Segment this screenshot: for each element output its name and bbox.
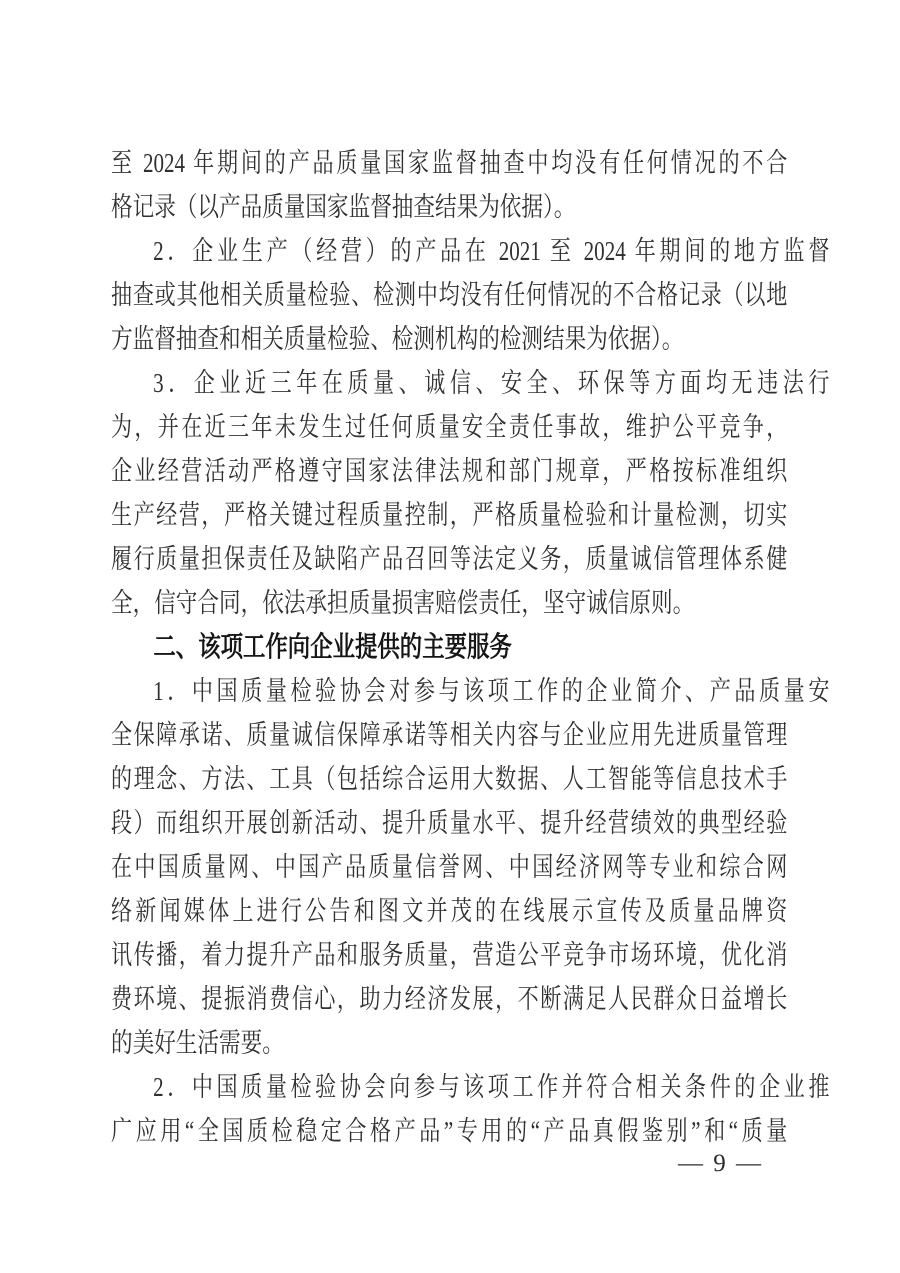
text-line: 2．企业生产（经营）的产品在 2021 至 2024 年期间的地方监督 [153, 236, 830, 266]
text-line: 抽查或其他相关质量检验、检测中均没有任何情况的不合格记录（以地 [111, 280, 788, 310]
text-line: 生产经营，严格关键过程质量控制，严格质量检验和计量检测，切实 [111, 500, 788, 530]
page-number: — 9 — [678, 1150, 763, 1177]
text-line: 费环境、提振消费信心，助力经济发展，不断满足人民群众日益增长 [111, 984, 788, 1014]
text-line: 在中国质量网、中国产品质量信誉网、中国经济网等专业和综合网 [111, 852, 788, 882]
text-line: 3．企业近三年在质量、诚信、安全、环保等方面均无违法行 [153, 368, 830, 398]
text-line: 的美好生活需要。 [111, 1028, 284, 1058]
text-line: 全，信守合同，依法承担质量损害赔偿责任，坚守诚信原则。 [111, 588, 695, 618]
text-line: 方监督抽查和相关质量检验、检测机构的检测结果为依据）。 [111, 324, 684, 354]
section-heading: 二、该项工作向企业提供的主要服务 [153, 630, 512, 663]
text-line: 2．中国质量检验协会向参与该项工作并符合相关条件的企业推 [153, 1072, 830, 1102]
text-line: 全保障承诺、质量诚信保障承诺等相关内容与企业应用先进质量管理 [111, 720, 788, 750]
text-line: 1．中国质量检验协会对参与该项工作的企业简介、产品质量安 [153, 676, 830, 706]
text-line: 为，并在近三年未发生过任何质量安全责任事故，维护公平竞争， [111, 412, 788, 442]
text-line: 络新闻媒体上进行公告和图文并茂的在线展示宣传及质量品牌资 [111, 896, 788, 926]
text-line: 的理念、方法、工具（包括综合运用大数据、人工智能等信息技术手 [111, 764, 788, 794]
text-line: 格记录（以产品质量国家监督抽查结果为依据）。 [111, 192, 576, 222]
text-line: 广应用“全国质检稳定合格产品”专用的“产品真假鉴别”和“质量 [111, 1116, 788, 1146]
document-text-block [111, 141, 830, 1153]
text-line: 段）而组织开展创新活动、提升质量水平、提升经营绩效的典型经验 [111, 808, 788, 838]
text-line: 企业经营活动严格遵守国家法律法规和部门规章，严格按标准组织 [111, 456, 788, 486]
text-line: 讯传播，着力提升产品和服务质量，营造公平竞争市场环境，优化消 [111, 940, 788, 970]
text-line: 履行质量担保责任及缺陷产品召回等法定义务，质量诚信管理体系健 [111, 544, 788, 574]
text-line: 至 2024 年期间的产品质量国家监督抽查中均没有任何情况的不合 [111, 148, 788, 178]
